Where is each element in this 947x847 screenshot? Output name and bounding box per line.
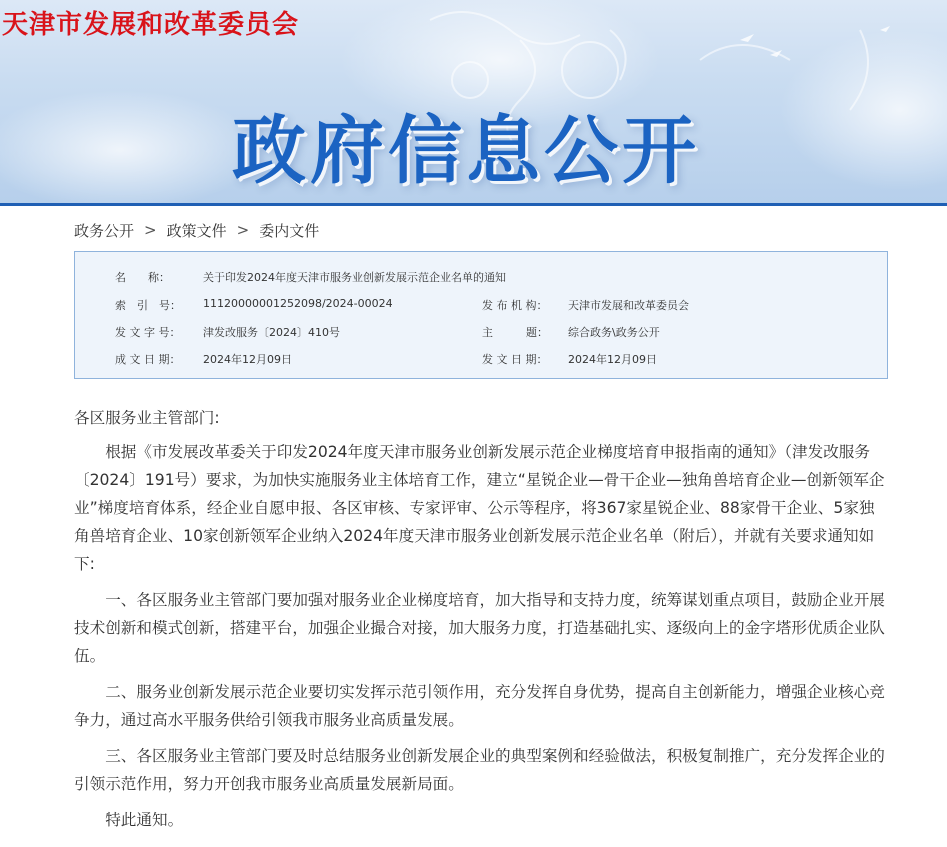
- meta-published-value: 2024年12月09日: [568, 353, 657, 366]
- meta-published-label: 发 文 日 期：: [482, 353, 548, 366]
- meta-docno-label: 发 文 字 号：: [115, 326, 181, 339]
- meta-name-label: 名 称：: [115, 271, 170, 284]
- article-closing: 特此通知。: [105, 811, 184, 829]
- breadcrumb-separator: >: [236, 221, 250, 239]
- article-body: [74, 404, 889, 842]
- article-paragraph: 三、各区服务业主管部门要及时总结服务业创新发展企业的典型案例和经验做法，积极复制推广，充分发挥企业的引领示范作用，努力开创我市服务业高质量发展新局面。: [74, 747, 885, 793]
- meta-issuer-value: 天津市发展和改革委员会: [568, 299, 689, 312]
- article-salutation: 各区服务业主管部门:: [74, 409, 220, 427]
- meta-index-label: 索 引 号：: [115, 299, 181, 312]
- meta-row-docno: [75, 324, 887, 342]
- meta-created-label: 成 文 日 期：: [115, 353, 181, 366]
- article-paragraph: 一、各区服务业主管部门要加强对服务业企业梯度培育，加大指导和支持力度，统筹谋划重点项目，鼓励企业开展技术创新和模式创新，搭建平台，加强企业撮合对接，加大服务力度，打造基础扎实、逐级向上的金字塔形优质企业队伍。: [74, 591, 885, 665]
- article-paragraph: 二、服务业创新发展示范企业要切实发挥示范引领作用，充分发挥自身优势，提高自主创新能力，增强企业核心竞争力，通过高水平服务供给引领我市服务业高质量发展。: [74, 683, 885, 729]
- meta-name-value: 关于印发2024年度天津市服务业创新发展示范企业名单的通知: [203, 271, 506, 284]
- meta-docno-value: 津发改服务〔2024〕410号: [203, 326, 340, 339]
- meta-topic-value: 综合政务\政务公开: [568, 326, 660, 339]
- meta-issuer-label: 发 布 机 构：: [482, 299, 548, 312]
- meta-row-index: [75, 297, 887, 315]
- meta-row-name: [75, 269, 887, 287]
- document-metadata-box: [74, 251, 888, 379]
- meta-created-value: 2024年12月09日: [203, 353, 292, 366]
- breadcrumb-item-policy-docs[interactable]: 政策文件: [166, 221, 227, 240]
- article-paragraph: 根据《市发展改革委关于印发2024年度天津市服务业创新发展示范企业梯度培育申报指南的通知》（津发改服务〔2024〕191号）要求，为加快实施服务业主体培育工作，建立“星锐企业—骨干企业—独角兽培育企业—创新领军企业”梯度培育体系，经企业自愿申报、各区审核、专家评审、公示等程序，将367家星锐企业、88家骨干企业、5家独角兽培育企业、10家创新领军企业纳入2024年度天津市服务业创新发展示范企业名单（附后），并就有关要求通知如下:: [74, 443, 885, 573]
- meta-index-value: 11120000001252098/2024-00024: [203, 297, 393, 310]
- breadcrumb: [74, 219, 319, 241]
- meta-topic-label: 主 题：: [482, 326, 548, 339]
- breadcrumb-separator: >: [144, 221, 157, 239]
- banner-divider: [0, 203, 947, 206]
- breadcrumb-item-gov-affairs[interactable]: 政务公开: [74, 221, 135, 240]
- meta-row-dates: [75, 351, 887, 369]
- page-title: 政府信息公开: [232, 108, 700, 194]
- header-banner: [0, 0, 947, 206]
- org-name[interactable]: 天津市发展和改革委员会: [2, 10, 300, 40]
- breadcrumb-item-internal-docs[interactable]: 委内文件: [259, 221, 320, 240]
